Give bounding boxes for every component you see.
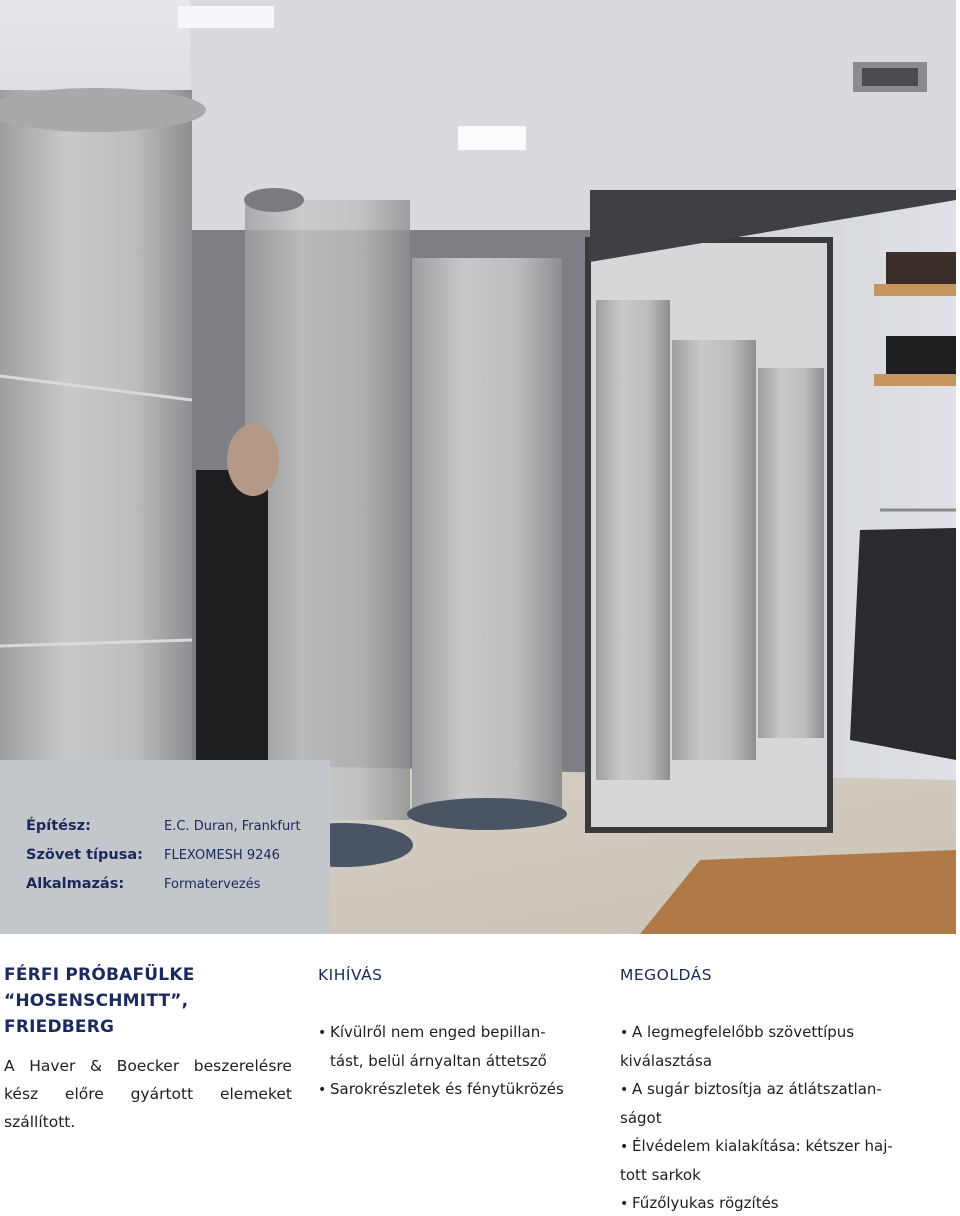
bullet-icon: • (318, 1025, 327, 1041)
list-item (620, 1018, 906, 1075)
challenge-column (318, 962, 590, 1104)
translucent-cylinder (245, 200, 410, 820)
shelf (874, 374, 956, 386)
list-item (620, 1075, 906, 1132)
info-label: Építész: (26, 818, 91, 834)
body-line: szállított. (4, 1113, 76, 1131)
shelf (874, 284, 956, 296)
word: előre (64, 1085, 104, 1103)
project-title (4, 962, 292, 1040)
item-text: Sarokrészletek és fénytükrözés (330, 1080, 564, 1098)
info-value: Formatervezés (164, 877, 261, 892)
body-line (4, 1052, 292, 1080)
item-text: A sugár biztosítja az átlátszatlan- (632, 1080, 882, 1098)
person-figure (196, 470, 268, 770)
info-label: Szövet típusa: (26, 847, 143, 863)
info-row-architect (26, 818, 301, 834)
challenge-heading: KIHÍVÁS (318, 966, 383, 984)
item-line: tott sarkok (620, 1166, 701, 1184)
item-text: A legmegfelelőbb szövettípus (632, 1023, 855, 1041)
ceiling-light (178, 6, 274, 28)
word: A (4, 1057, 15, 1075)
info-row-fabric (26, 847, 280, 863)
bullet-icon: • (620, 1082, 629, 1098)
challenge-list (318, 1018, 590, 1104)
item-text: Kívülről nem enged bepillan- (330, 1023, 546, 1041)
list-item (318, 1018, 590, 1075)
list-item (318, 1075, 590, 1104)
solution-column (620, 962, 906, 1216)
info-label: Alkalmazás: (26, 876, 125, 892)
word: kész (4, 1085, 39, 1103)
word: Boecker (116, 1057, 180, 1075)
item-line (620, 1075, 906, 1104)
word: elemeket (219, 1085, 292, 1103)
bullet-icon: • (620, 1196, 629, 1212)
item-text: Fűzőlyukas rögzítés (632, 1194, 779, 1212)
item-text: tást, belül árnyaltan áttetsző (330, 1052, 547, 1070)
title-line: FÉRFI PRÓBAFÜLKE (4, 965, 195, 985)
bullet-icon: • (318, 1082, 327, 1098)
item-line (318, 1075, 590, 1104)
item-line (620, 1189, 906, 1216)
word: gyártott (130, 1085, 194, 1103)
item-line: kiválasztása (620, 1052, 713, 1070)
project-column (4, 962, 292, 1136)
item-line (620, 1132, 906, 1161)
title-line: “HOSENSCHMITT”, (4, 991, 189, 1011)
info-value: E.C. Duran, Frankfurt (164, 819, 301, 834)
list-item (620, 1132, 906, 1189)
ceiling-light (458, 126, 526, 150)
item-line (620, 1018, 906, 1047)
item-line: ságot (620, 1109, 662, 1127)
title-line: FRIEDBERG (4, 1017, 115, 1037)
fitting-cylinder (0, 90, 192, 810)
solution-list (620, 1018, 906, 1216)
solution-heading: MEGOLDÁS (620, 966, 713, 984)
list-item (620, 1189, 906, 1216)
fitting-cylinder (412, 258, 562, 818)
word: & (90, 1057, 103, 1075)
word: beszerelésre (193, 1057, 292, 1075)
info-value: FLEXOMESH 9246 (164, 848, 280, 863)
bullet-icon: • (620, 1139, 629, 1155)
info-row-application (26, 876, 260, 892)
bullet-icon: • (620, 1025, 629, 1041)
body-line (4, 1080, 292, 1108)
project-description (4, 1052, 292, 1136)
word: Haver (29, 1057, 76, 1075)
item-line (318, 1018, 590, 1047)
project-info-box (0, 760, 330, 934)
hanging-jackets (850, 528, 956, 760)
item-line (318, 1047, 590, 1075)
item-text: Élvédelem kialakítása: kétszer haj- (632, 1137, 893, 1155)
